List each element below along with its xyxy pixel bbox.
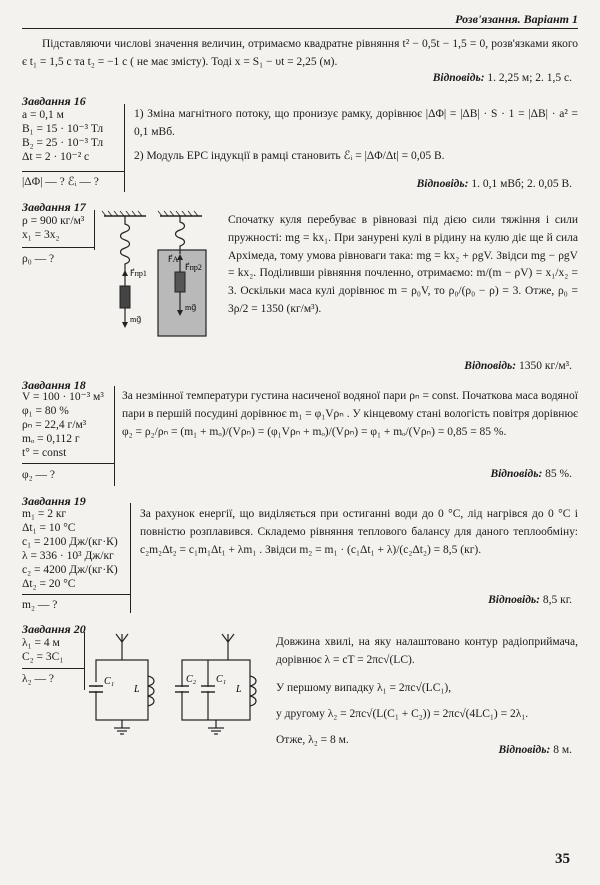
mg-label-left: mg⃗ [130,315,142,324]
intro-answer [433,70,572,88]
task17-given-divider [22,247,94,248]
task17-separator [94,210,95,250]
task18-given-divider [22,463,114,464]
task16-answer [417,176,572,194]
task18-find: φ₂ — ? [22,469,56,481]
task18-separator [114,386,115,486]
f-spring2-label: F⃗пр2 [185,263,202,272]
answer-label: Відповідь: [498,744,551,756]
given-line: Δt₁ = 10 °C [22,522,76,534]
given-line: C₂ = 3C₁ [22,651,64,663]
given-line: a = 0,1 м [22,109,64,121]
f-spring1-label: F⃗пр1 [130,269,147,278]
fa-label: F⃗A [168,255,179,264]
given-line: x₁ = 3x₂ [22,229,60,241]
answer-value: 1350 кг/м³. [519,360,572,372]
task16-find: |ΔΦ| — ? ℰᵢ — ? [22,176,99,188]
task16-separator [124,104,125,192]
task20-line4: Отже, λ₂ = 8 м. [276,734,349,746]
task20-line1: Довжина хвилі, на яку налаштовано контур радіоприймача, дорівнює λ = cT = 2πc√(LC). [276,636,578,666]
answer-label: Відповідь: [464,360,517,372]
task20-given-divider [22,668,84,669]
given-line: λ₁ = 4 м [22,637,60,649]
task20-separator [84,632,85,690]
given-line: ρₙ = 22,4 г/м³ [22,419,87,431]
given-line: t° = const [22,447,67,459]
given-line: λ = 336 · 10³ Дж/кг [22,550,114,562]
task20-line3: у другому λ₂ = 2πc√(L(C₁ + C₂)) = 2πc√(4LC₁) = 2λ₁. [276,708,529,720]
c2-label: C₂ [186,674,197,685]
task19-find: m₂ — ? [22,599,58,611]
page-header [22,10,578,29]
task18-title: Завдання 18 [22,378,86,392]
given-line: V = 100 · 10⁻³ м³ [22,391,104,403]
given-line: ρ = 900 кг/м³ [22,215,85,227]
c1-label: C₁ [104,676,115,687]
task19-solution: За рахунок енергії, що виділяється при остиганні води до 0 °C, лід нагрівся до 0 °C і повністю розплавився. Складемо рівняння теплового балансу для даного теплообміну: c₂m₂Δt₂ = c₁m₁Δt₁ + λm₁ . Звідси m₂ = m₁ · (c₁Δt₁ + λ)/(c₂Δt₂) = 8,5 (кг). [140,508,578,556]
task16-title: Завдання 16 [22,94,86,108]
task17-given [22,214,84,242]
task17-find: ρ₀ — ? [22,253,55,265]
task18-given [22,390,104,460]
circuit-diagram-1 [88,632,168,742]
task18-answer [490,466,572,484]
task17-title: Завдання 17 [22,200,86,214]
given-line: Δt₂ = 20 °C [22,578,76,590]
answer-value: 85 %. [545,468,572,480]
spring-diagram [100,210,220,340]
answer-label: Відповідь: [432,72,485,84]
l-label-2: L [236,684,242,695]
answer-label: Відповідь: [488,594,540,606]
task19-given [22,507,118,591]
task17-solution: Спочатку куля перебуває в рівновазі під дією сили тяжіння і сили пружності: mg = kx₁. При занурені кулі в рідину на кулю діє ще й сила Архімеда, тому умова рівноваги така: mg = kx₂ + ρgV. Звідси mg − ρgV = kx₂. Поділивши рівняння почленно, отримаємо: m/(m − ρV) = x₁/x₂ = 3. Оскільки маса кулі дорівнює m = ρ₀V, то ρ₀/(ρ₀ − ρ) = 3. Отже, ρ₀ = 3ρ/2 = 1350 (кг/м³). [228,214,578,316]
given-line: φ₁ = 80 % [22,405,69,417]
task20-answer [499,742,573,760]
given-line: c₂ = 4200 Дж/(кг·К) [22,564,118,576]
task19-title: Завдання 19 [22,494,86,508]
task20-find: λ₂ — ? [22,673,54,685]
task16-step1: 1) Зміна магнітного потоку, що пронизує рамку, дорівнює |ΔΦ| = |ΔB| · S · 1 = |ΔB| · a² = 0,1 мВб. [134,108,578,138]
given-line: B₂ = 25 · 10⁻³ Тл [22,137,104,149]
c1-label-2: C₁ [216,674,227,685]
task18-solution: За незмінної температури густина насиченої водяної пари ρₙ = const. Початкова маса водяної пари в першій посудині дорівнює m₁ = φ₁Vρₙ . У кінцевому стані вологість повітря дорівнює φ₂ = ρ₂/ρₙ = (m₁ + mₒ)/(Vρₙ) = (φ₁Vρₙ + mₒ)/(Vρₙ) = φ₁ + mₒ/(Vρₙ) = 0,85 = 85 %. [122,390,578,438]
mg-label-right: mg⃗ [185,303,197,312]
answer-value: 1. 2,25 м; 2. 1,5 с. [487,72,572,84]
task17-answer [464,358,572,376]
task20-given [22,636,63,664]
answer-value: 8 м. [553,744,572,756]
task20-title: Завдання 20 [22,622,86,636]
given-line: B₁ = 15 · 10⁻³ Тл [22,123,104,135]
task16-step2: 2) Модуль ЕРС індукції в рамці становить ℰᵢ = |ΔΦ/Δt| = 0,05 В. [134,150,445,162]
given-line: Δt = 2 · 10⁻² с [22,151,90,163]
task20-line2: У першому випадку λ₁ = 2πc√(LC₁), [276,682,452,694]
task16-given-divider [22,171,124,172]
task19-answer [488,592,572,610]
l-label: L [134,684,140,695]
task19-separator [130,503,131,613]
answer-value: 8,5 кг. [542,594,572,606]
intro-text: Підставляючи числові значення величин, отримаємо квадратне рівняння t² − 0,5t − 1,5 = 0, розв'язками якого є t₁ = 1,5 с та t₂ = −1 с ( не має змісту). Тоді x = S₁ − υt = 2,25 (м). [22,38,578,68]
circuit-diagram-2 [176,632,266,742]
given-line: m₁ = 2 кг [22,508,67,520]
page-number: 35 [555,850,570,867]
task16-given [22,108,103,164]
given-line: mₒ = 0,112 г [22,433,80,445]
task19-given-divider [22,594,130,595]
header-title: Розв'язання. Варіант 1 [455,12,578,26]
answer-label: Відповідь: [490,468,543,480]
answer-value: 1. 0,1 мВб; 2. 0,05 В. [471,178,572,190]
answer-label: Відповідь: [416,178,469,190]
given-line: c₁ = 2100 Дж/(кг·К) [22,536,118,548]
